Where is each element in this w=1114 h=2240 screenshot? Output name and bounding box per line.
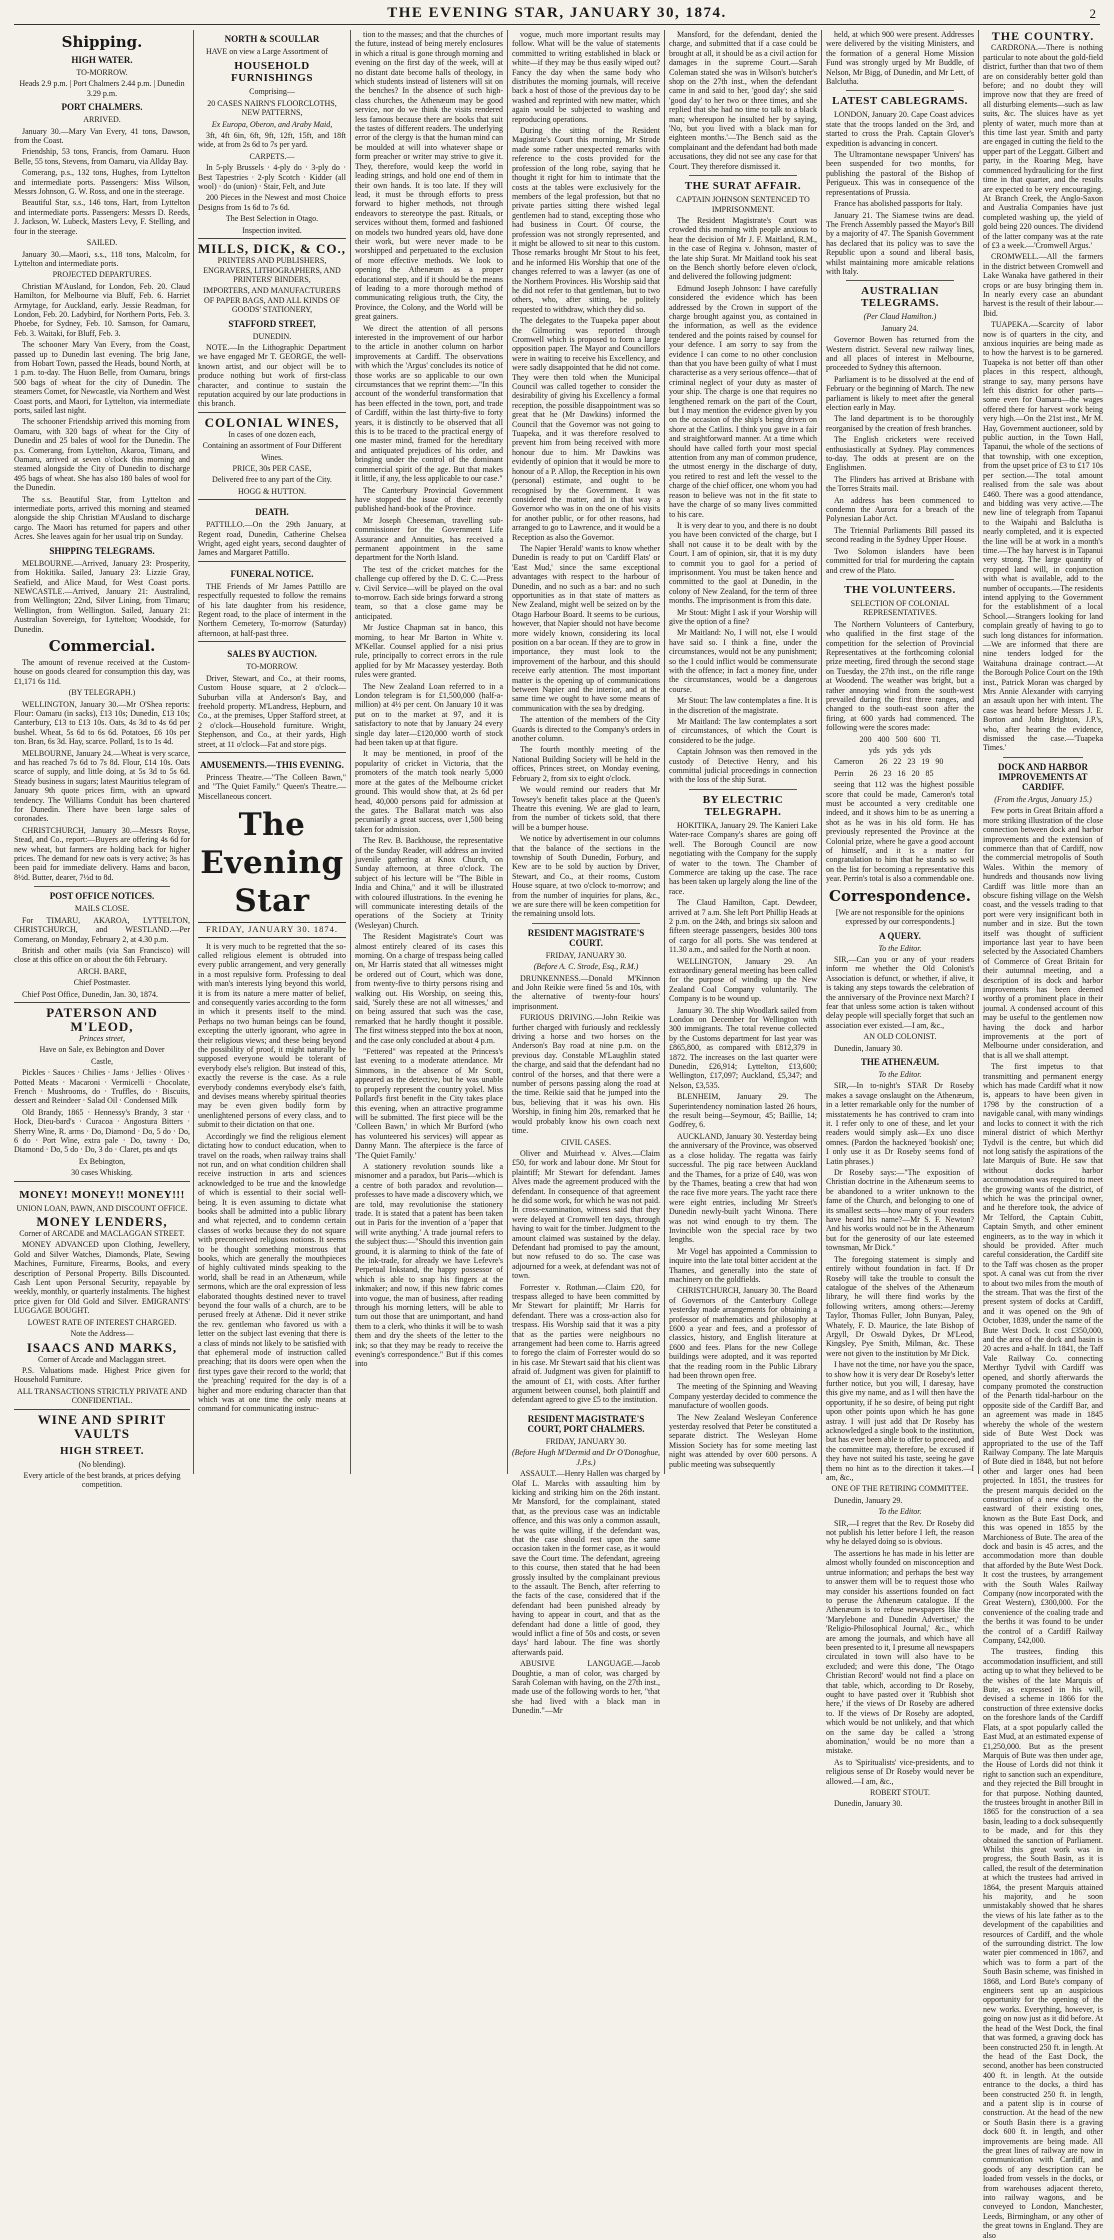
cable-item: The Ultramontane newspaper 'Univers' has been suspended for two months, for publishing the pastoral of the Bishop of Perigueux. This was in consequence of the representations of Prussia. [826,150,974,197]
editorial-paragraph: Accordingly we find the religious element dictating how to conduct education, when to travel on the roads, when railway trains shall not run, and on what condition children shall receive instruction in arts and sciences acknowledged to be true and the knowledge of which is essential to their social well-being. It is even assuming to dictate what books shall be admitted into a public library and what rejected, and to condemn certain classes of works because they do not square with preconceived religious notions. It seems to be thought something monstrous that books, which are generally the mouthpieces of highly cultivated minds speaking to the world, shall be read in an Athenæum, while sermons, which are the oral expression of less elaborated thoughts destined never to travel beyond the four walls of a church, are to be perused freely at Athenæ. Did it never strike the rev. gentleman who favored us with a letter on the subject last evening that there is a class of minds not likely to be satisfied with that ephemeral mode of instruction called preaching; that its doors were open when the first types gave their record to the world; that the 'preaching' required for the day is of a higher and more enduring character than that which was at one time the only means at command for communicating instruc- [198,1131,346,1414]
civil-cases-label: CIVIL CASES. [561,1137,611,1147]
advert-line: Wines. [260,452,284,462]
arrival-item: January 30.—Mary Van Every, 41 tons, Dawson, from the Coast. [14,126,190,146]
scores-row: Cameron 26 22 23 19 90 [834,757,944,767]
telegraph-heading: BY ELECTRIC TELEGRAPH. [702,793,784,818]
advert-line: Corner of Arcade and Maclaggan street. [38,1354,166,1364]
notice-sales [198,641,346,749]
notice-heading: DEATH. [255,507,289,518]
volunteers-heading: THE VOLUNTEERS. [844,583,956,596]
cablegrams-heading: LATEST CABLEGRAMS. [832,95,968,108]
commercial-item: The amount of revenue received at the Custom-house on goods cleared for consumption this day, was £1,171 6s 11d. [14,657,190,686]
shipping-news: The schooner Friendship arrived this morning from Oamaru, with 320 bags of wheat for the City of Dunedin and 25 bales of wool for the Dunedin. The p.s. Comerang, from Lyttelton, Akaroa, Timaru, and Oamaru, arrived at seven o'clock this morning and steamed alongside the City of Dunedin to discharge 495 bags of wheat. She has also 180 bales of wool for the Dunedin. [14,417,190,493]
column-rule [664,30,665,1474]
news-paragraph: The delegates to the Tuapeka paper about the Gilmoring was reported through Cromwell which is proposed to form a large opposition paper. The Mayor and Councillors were in waiting to receive his Excellency, and were sadly disappointed that he did not come. They were then told when the Municipal Council was called together to consider the desirability of giving his Excellency a formal reception, the possible disappointment was so great that he (Mr Dawkins) informed the Council that the Governor was not going to Tuapeka, and it was therefore resolved to prevent him from being received with more honour due to him. Mr Dawkins was evidently of opinion that it would be more to honour of a P. Allop, the Reception in his own (personal) estimate, and ought to be recognised by the Government. It was considered the matter, and in that way a Governor who was in on the one of his visits for another public, or for other reasons, had arranged to go to Lawrence, and it would be a Reception as also the Governor. [512,316,660,542]
divider [532,1409,640,1410]
postmaster-name: ARCH. BARE, [77,966,127,976]
column-country [983,29,1103,2240]
notice-body: PATTILLO.—On the 29th January, at Regent road, Dunedin, Catherine Chelsea Wright, aged eight years, second daughter of James and Margaret Pattillo. [198,520,346,558]
letter-body: Dr Roseby says:—"The exposition of Christian doctrine in the Athenæum seems to be abandoned to a writer unknown to the fame of the Church, and belonging to one of its smallest sects—how many of your readers have heard his name?—Mr S. F. Newton? And his works would not be in the Athenæum but for the generosity of our late esteemed townsman, Mr Dick." [826,1168,974,1253]
advert-union-loan [14,1181,190,1406]
page-number: 2 [1089,6,1096,21]
letter-salutation: To the Editor. [878,1069,922,1079]
court-before: (Before Hugh M'Dermid and Dr O'Donoghue, J.P.s.) [512,1448,660,1467]
correspondence-note: [We are not responsible for the opinions expressed by our correspondents.] [835,907,965,927]
projected-list: Christian M'Ausland, for London, Feb. 20. Claud Hamilton, for Melbourne via Bluff, Feb. 6. Harriet Armytage, for Auckland, early. Jessie Readman, for London, Feb. 20. Ladybird, for Northern Ports, Feb. 3. Phoebe, for Sydney, Feb. 10. Samson, for Oamaru, Feb. 3. Waitaki, for Bluff, Feb. 3. [14,281,190,338]
advert-line: Ex Bebington, [78,1156,126,1166]
arrival-item: Friendship, 53 tons, Francis, from Oamaru. Huon Belle, 55 tons, Stevens, from Oamaru, via Allday Bay. [14,147,190,166]
arrival-item: Comerang, p.s., 132 tons, Hughes, from Lyttelton and intermediate ports. Passengers: Miss Wilson, Messrs Johnson, G. W. Ross, and one in the steerage. [14,168,190,197]
advert-heading: MILLS, DICK, & CO., [198,241,346,257]
telegraph-item: Mr Vogel has appointed a Commission to inquire into the late total bitter accident at the Thames, and generally into the state of machinery on the goldfields. [669,1246,817,1284]
surat-paragraph: Mr Maitland: The law contemplates a sort of circumstances, of which the Court is considered to be the judge. [669,717,817,745]
news-paragraph: It may be mentioned, in proof of the popularity of cricket in Victoria, that the promoters of the match took nearly 5,000 more at the gates of the Melbourne cricket ground. This would show that, at 2s 6d per head, 40,000 persons paid for admission at the gates. The Ballarat match was also pecuniarily a great success, over 1,500 being taken for admission. [355,749,503,834]
letter-heading: THE ATHENÆUM. [860,1056,940,1067]
news-paragraph: "Fettered" was repeated at the Princess's last evening to a moderate attendance. Mr Simmons, in the absence of Mr Scott, appeared as the detective, but he was unable to properly represent the country yokel. Miss Pollard's first benefit in the City takes place this evening, when an attractive programme will be submitted. The first piece will be the 'Colleen Bawn,' in which Mr Burford (who has volunteered his services) will appear as Danny Mann. The afterpiece is the farce of 'The Quiet Family.' [355,1047,503,1160]
surat-paragraph: Mr Stout: The law contemplates a fine. It is in the discretion of the magistrate. [669,696,817,715]
notice-heading: FUNERAL NOTICE. [230,568,314,579]
advert-line: Corner of ARCADE and MACLAGGAN STREET. [19,1229,185,1239]
advert-line: PRINTERS AND PUBLISHERS, ENGRAVERS, LITHOGRAPHERS, AND PRINTERS' BINDERS, [203,256,341,284]
divider [846,579,954,580]
country-item: CROMWELL.—All the farmers in the district between Cromwell and Lake Wanaka have gathered in their crops or are busy bringing them in. In nearly every case an abundant harvest is the result of their labour.—Ibid. [983,252,1103,318]
letter-body: SIR,—In to-night's STAR Dr Roseby makes a savage onslaught on the Athenæum, in a letter remarkable only for the number of misstatements he has contrived to cram into it. I refer only to one of these, and let your readers would simply ask—Ex uno disce omnes. (Pardon the hackneyed 'bookish' one; I only use it as Dr Roseby seems fond of Latin phrases.) [826,1081,974,1166]
shipping-news: The schooner Mary Van Every, from the Coast, passed up to Dunedin last evening. The brig Jane, from Hobart Town, passed the Heads, bound North, at 1 p.m. to-day. The Huon Belle, from Oamaru, brings 500 bags of wheat for the city of Dunedin. The steamers Comet, for Newcastle, via Northern and West Coast ports, and Maori, for Lyttelton, via intermediate ports, sailed last night. [14,340,190,415]
news-paragraph: The Napier 'Herald' wants to know whether Dunedin is ready to put on 'Cardiff Flats' or 'East Mud,' since the same exceptional advantages with respect to the harbour of Dunedin, and no such as a bar: and no such opportunities as in that state of matters as New Zealand, might well be seized on by the Otago Harbour Board. It seems to be curious, however, that Napier should not have become more widely known, considering its local position on a bar ocean. If they are to grow in importance, they must look to the improvement of the harbour, and this should receive early attention. The most important matter is the opening up of communications between Napier and the interior, and at the same time we ought to have some means of communication with the sea by dredging. [512,543,660,713]
cable-item: January 21. The Siamese twins are dead. The French Assembly passed the Mayor's Bill by a majority of 47. The Spanish Government has declared that its policy was to save the Republic upon a sound and liberal basis, whilst maintaining more amicable relations with Italy. [826,210,974,276]
australian-item: Parliament is to be dissolved at the end of February or the beginning of March. The new parliament is likely to meet after the general election early in May. [826,374,974,412]
australian-item: Two Solomon islanders have been committed for trial for murdering the captain and crew of the Plato. [826,546,974,575]
news-paragraph: vogue, much more important results may follow. What will be the value of statements committed to writing established in black or white—if they may be thus easily wiped out? Fancy the day when the same body who distributes the morning journals, will receive back a host of those of the previous day to be washed and reprinted with new matter, which again would be subjected to washing and reproducing operations. [512,30,660,124]
advert-offer: Have on Sale, ex Bebington and Dover [39,1045,165,1055]
australian-source: (Per Claud Hamilton.) [863,312,937,322]
court-item: FURIOUS DRIVING.—John Reikie was further charged with furiously and recklessly driving a horse and two horses on the Anderson's Bay road at nine p.m. on the previous day. Constable M'Laughlin stated the charge, and said that the defendant had no control of the horses, and that there were a number of persons passing along the road at the time. Reikie said that he jumped into the bus, believing that it was his own. His Worship, in fining him 20s, remarked that he would probably know his own coach next time. [512,1013,660,1136]
dock-paragraph: Few ports in Great Britain afford a more striking illustration of the close connection between dock and harbor improvements and the extension of commerce than that of Cardiff, now the commercial metropolis of South Wales. Within the memory of hundreds and thousands now living Cardiff was little more than an obscure fishing village on the Welsh coast, and the vessels trading to that port were very insignificant both in number and in size. But the town itself was thought of sufficient importance last year to have been selected by the Associated Chambers of Commerce of Great Britain for their autumnal meeting, and a description of its dock and harbor improvements has been deemed worthy of a prominent place in their journal. A condensed account of this may be useful to the gentlemen now having the dock and harbor improvements at the port of Melbourne under consideration, and that is all we shall attempt. [983,806,1103,1060]
advert-line: Delivered free to any part of the City. [212,475,332,485]
letter-body: The foregoing statement is simply and entirely without foundation in fact. If Dr Roseby will take the trouble to consult the catalogue of the shelves of the Athenæum library, he will there find works by the following writers, among others:—Jeremy Taylor, Thomas Fuller, John Bunyan, Paley, Whately, F. D. Maurice, the late Bishop of Argyll, Dr Oswald Dykes, Dr M'Leod, Kingsley, Pye Smith, Milman, &c. These were not given to the institution by Mr Dick. [826,1254,974,1358]
telegraph-item: WELLINGTON, January 29. An extraordinary general meeting has been called for the purpose of winding up the New Zealand Coal Company voluntarily. The Company is to be wound up. [669,956,817,1004]
post-notice: British and other mails (via San Francisco) will close at this office on or about the 6th February. [14,945,190,965]
advert-sub: Princes street, [79,1033,125,1043]
divider [689,175,797,176]
australian-item: The English cricketers were received enthusiastically at Sydney. Play commences to-day. The odds at present are on the Englishmen. [826,435,974,473]
advert-heading: COLONIAL WINES, [204,414,340,430]
notice-body: Princess Theatre.—"The Colleen Bawn," and "The Quiet Family." Queen's Theatre.—Miscellaneous concert. [198,772,346,801]
advert-heading: PATERSON AND M'LEOD, [46,1004,158,1034]
advert-line: 30 cases Whisking. [71,1168,133,1178]
advert-heading: HIGH STREET. [59,1444,145,1457]
section-heading-shipping: Shipping. [61,33,143,51]
advert-list: Old Brandy, 1865 · Hennessy's Brandy, 3 star · Hock, Dieu-bard's · Curacoa · Angostura Bitters · Sherry Wine, R. arms · Do, Diamond · Do, 5 do · Do, 6 do · Port Wine, extra pale · Do, tawny · Do, Diamond · Do, 5 do · Do, 3 do · Claret, pts and qts [14,1107,190,1155]
advert-body: NOTE.—In the Lithographic Department we have engaged Mr T. GEORGE, the well-known artist, and our object will be to produce nothing but work of first-class character, and continue to sustain the reputation acquired by our late productions in this branch. [198,342,346,409]
advert-line: DUNEDIN. [252,331,292,341]
australian-date: January 24. [881,323,919,333]
advert-line: LOWEST RATE OF INTEREST CHARGED. [27,1317,177,1327]
court-item: Mansford, for the defendant, denied the charge, and submitted that if a case could be brought at all, it should be as a civil action for damages in the supreme Court.—Sarah Coleman stated she was in Wilson's butcher's shop on the 27th inst., when the defendant came in and said to her, 'good day'; she said 'good day' to her two or three times, and she replied that she had no time to talk to a black man; whereupon he insulted her by saying, 'No, but you lived with a black man for eighteen months.'—The Bench said as the complainant and the defendant had both made accusations, they did not see any case for that Court. They therefore dismissed it. [669,30,817,171]
telegraph-item: AUCKLAND, January 30. Yesterday being the anniversary of the Province, was observed as a close holiday. The regatta was fairly successful. The pig race between Auckland and the Thames, for a prize of £40, was won by the Thames, beating a crew that had won the race five more years. The yacht race there were eight entries, including Mr Street's Dunedin newly-built yacht Winona. There was not wind enough to try them. The Invincible won the special race by two lengths. [669,1131,817,1245]
notice-amusements [198,752,346,801]
surat-paragraph: Mr Maitland: No, I will not, else I would have said so. I think a fine, under the circumstances, would not be any punishment; so the I could inflict would be commensurate with the offence; in fact a money fine, under the circumstances, would be a dangerous course. [669,628,817,694]
news-paragraph: The Canterbury Provincial Government have stopped the issue of their recently published hand-book of the Province. [355,485,503,514]
news-paragraph: During the sitting of the Resident Magistrate's Court this morning, Mr Strode made some rather unexpected remarks with reference to the costs provided for the profession of the long robe, saying that he thought it right for him to intimate that the costs at the tables were exclusively for the members of the legal profession, but that no private parties sitting there wished legal gentlemen had to stand, excepting those who had business in Court. Of course, the profession was not strongly represented, and it might be allowed to sit near to this custom. Those remarks brought Mr Stout to his feet, and he informed His Worship that one of the changes referred to was a lawyer (as one of the Northern Provinces. His Worship said that he did not refer to that gentleman, but to two others, who, after sitting, be politely requested to withdraw, which they did so. [512,126,660,314]
telegraph-item: CHRISTCHURCH, January 30. The Board of Governors of the Canterbury College yesterday made arrangements for obtaining a professor of mathematics and philosophy at £600 a year and fees, and a professor of classics, history, and English literature at £600 and fees. Plans for the new College buildings were adopted, and it was reported that the reading room in the Public Library had been thrown open free. [669,1286,817,1381]
letter-salutation: To the Editor. [878,1507,922,1517]
country-item: CARDRONA.—There is nothing particular to note about the gold-field district, further than that two of them are on considerably better gold than before; and no doubt they will improve now that they are freed of all disturbing elements—such as law suits, &c. The sluices have as yet plenty of water, much more than at this time last year. Smith and party are engaged in cutting the field to the upper part of the Leggatt. Gilbert and party, in the Roaring Meg, have commenced hydraulicing for the first time in that quarter, and the results are expected to be very encouraging. At Branch Creek, the Anglo-Saxon and Australia Companies have just completed washing up, the yield of gold being 220 ounces. The dividend of the latter company was at the rate of £3 a week.—'Cromwell Argus.' [983,43,1103,250]
advert-line: In cases of one dozen each, [228,429,316,439]
australian-item: The Flinders has arrived at Brisbane with the Torres Straits mail. [826,474,974,494]
surat-paragraph: Edmund Joseph Johnson: I have carefully considered the evidence which has been addressed by the Crown in support of the charge brought against you, as contained in the information, as well as the evidence tendered and the points raised by counsel for your defence. I am sorry to say from the evidence I can come to no other conclusion than that you have been guilty of what I must characterise as a very serious offence—that of criminal neglect of your duty as master of your ship. The charge is one that requires no lengthened remark on the part of the Court, but I may mention the evidence given by you on the occasion of the ship's being driven on shore at the Catlins. I think you gave in a fair and straightforward manner. At a time which should have called forth your most special attention from any man of common prudence, the utmost energy in the discharge of duty, you retired to rest and left the vessel to the charge of the chief officer, one whom you had reason to believe was not in the fit state to have the charge of so many lives committed to his care. [669,283,817,519]
advert-line: Every article of the best brands, at prices defying competition. [23,1470,181,1490]
shipping-telegrams-heading: SHIPPING TELEGRAMS. [49,545,155,556]
australian-heading: AUSTRALIAN TELEGRAMS. [860,285,940,310]
telegraph-item: January 30. The ship Woodlark sailed from London on December for Wellington with 300 immigrants. The total revenue collected by the Customs department for last year was £865,800, as compared with £812,379 in 1872. The increases on the last quarter were Dunedin, £26,914; Lyttelton, £13,600; Wellington, £17,097; Auckland, £5,347; and Nelson, £3,535. [669,1005,817,1090]
telegraph-item: The Claud Hamilton, Capt. Dewdeer, arrived at 7 a.m. She left Port Phillip Heads at 2 p.m. on the 24th, and brings six saloon and fifteen steerage passengers, besides 300 tons of cargo for all ports. She was tendered at 11.30 a.m., and sailed for the North at noon. [669,898,817,955]
court-heading: RESIDENT MAGISTRATE'S COURT. [527,927,645,948]
letter-body: SIR,—I regret that the Rev. Dr Roseby did not publish his letter before I left, the reason why he delayed doing so is obvious. [826,1518,974,1547]
advert-line: ALL TRANSACTIONS STRICTLY PRIVATE AND CONFIDENTIAL. [17,1386,187,1406]
notice-death [198,499,346,558]
cable-item: France has abolished passports for Italy. [834,199,963,209]
surat-paragraph: Captain Johnson was then removed in the custody of Detective Henry, and his committal judicial proceedings in connection with the loss of the ship Surat. [669,747,817,785]
dock-paragraph: The trustees, finding this accommodation insufficient, and still acting up to what they believed to be the wishes of the late Marquis of Bute, as expressed in his will, devised a scheme in 1866 for the construction of three extensive docks on the foreshore lands of the Cardiff Flats, at a spot popularly called the East Mud, at an estimated expense of £1,250,000. But as the present Marquis of Bute was then under age, the House of Lords did not think it right to sanction such an expenditure, and they rejected the Bill brought in for that purpose. Nothing daunted, the trustees brought in another Bill in 1865 for the construction of a sea basin, leading to a dock subsequently to be made, and for this they obtained the sanction of Parliament. Whilst this great work was in progress, the South Basin, as it is called, the result of the determination at which the trustees had arrived in 1864, the present Marquis attained his majority, and he soon unmistakably showed that he shares the views of his late father as to the development of the capabilities and resources of Cardiff, and the whole of the surrounding district. The low water pier commenced in 1867, and which was to form a part of the South Basin scheme, was finished in 1868, and Lord Bute's company of engineers sent up an auspicious opportunity for the opening of the new works. Everything, however, is going on now just as it did before. At the head of the West Dock, the final that was formed, a graving dock has been constructed 250 ft. in length. At the head of the East Dock, the second, another has been constructed 400 ft. in length. At the outside entrance to the docks, a third has been constructed 250 ft. in length, and a patent slip is in course of construction. At the head of the new or South Basin there is a graving dock 600 ft. in length, and other improvements are being made. All the great lines of railway are now in communication with Cardiff, and goods of any description can be loaded from vessels in the docks, or from warehouses adjacent thereto, into railway wagons, and be conveyed to London, Manchester, Leeds, Birmingham, or any other of the great towns in England. They are also [983,1647,1103,2240]
volunteers-subheading: SELECTION OF COLONIAL REPRESENTATIVES. [850,598,950,618]
shipping-news: The s.s. Beautiful Star, from Lyttelton and intermediate ports, arrived this morning and steamed alongside the ship Christian M'Ausland to discharge cargo. The Maori has returned for papers and other Acres. She leaves again for her usual trip on Sunday. [14,494,190,542]
telegraph-item: The New Zealand Wesleyan Conference yesterday resolved that Peter be constituted a separate district. The Wesleyan Home Mission Society has for some meeting last night was attended by over 600 persons. A public meeting was subsequently [669,1412,817,1469]
column-shipping [14,30,190,1490]
advert-signature: HOGG & HUTTON. [237,486,307,496]
divider [34,886,170,887]
advert-wine-vaults [14,1409,190,1490]
news-paragraph: Mr Joseph Cheeseman, travelling sub-commissioner for the Government Life Assurance and Annuities, has received a permanent appointment in the same department for the North Island. [355,515,503,563]
advert-line: (No blending). [78,1459,126,1469]
advert-line: 3ft, 4ft 6in, 6ft, 9ft, 12ft, 15ft, and 18ft wide, at from 2s 6d to 7s per yard. [198,131,346,150]
news-paragraph: We direct the attention of all persons interested in the improvement of our harbor to the article in another column on harbor improvements at Cardiff. The observations with which the 'Argus' concludes its notice of those works are so applicable to our own circumstances that we reprint them:—"In this account of the wonderful transformation that has been effected in the town, port, and trade of Cardiff, within the last thirty-five to forty years, it is distinctly to be observed that all this is to be traced to the practical energy of one master mind, framed for the hereditary and antiquated prejudices of his order, and bringing under the control of the dominant commercial spirit of the age. But that makes it little, if any, the less applicable to our case." [355,323,503,484]
letter-body: SIR,—Can you or any of your readers inform me whether the Old Colonist's Association is defunct, or whether, if alive, it is taking any steps towards the celebration of the anniversary of the Province next March? I fear that unless some action is taken without delay people will specially forget that such an association ever existed.—I am, &c., [826,954,974,1030]
advert-heading: HOUSEHOLD FURNISHINGS [231,60,313,85]
advert-heading: WINE AND SPIRIT VAULTS [37,1411,167,1441]
sailed-label: SAILED. [86,238,118,248]
court-item: DRUNKENNESS.—Donald M'Kinnon and John Reikie were fined 5s and 10s, with the alternative of twenty-four hours' imprisonment. [512,973,660,1011]
mails-close: MAILS CLOSE. [74,904,130,914]
volunteers-paragraph: The Northern Volunteers of Canterbury, who qualified in the first stage of the competition for the selection of Provincial Representatives at the forthcoming colonial prize meeting, fired through the second stage on Tuesday, the 27th inst., on the rifle range at Woodend. The weather was bright, but a rather annoying wind from the south-west prevailed during the first three ranges, and changed to the south-east soon after the firing, at 600 yards had commenced. The following were the scores made: [826,619,974,733]
court-before: (Before A. C. Strode, Esq., R.M.) [533,962,639,972]
masthead [14,2,1100,25]
cable-item: LONDON, January 20. Cape Coast advices state that the troops landed on the 3rd, and started to cross the Prah. Captain Glover's expedition is advancing in concert. [826,110,974,148]
post-office-heading: POST OFFICE NOTICES. [49,891,155,902]
advert-heading: MONEY! MONEY!! MONEY!!! [19,1188,185,1201]
news-paragraph: The fourth monthly meeting of the National Building Society will be held in the offices, Princes street, on Monday evening, February 2, from six to eight o'clock. [512,745,660,783]
letter-heading: A QUERY. [879,930,921,941]
divider [689,789,797,790]
advert-line: Comprising— [249,87,295,97]
advert-body: MONEY ADVANCED upon Clothing, Jewellery, Gold and Silver Watches, Diamonds, Plate, Sewing Machines, Furniture, Firearms, Books, and every description of Personal Property. Bills Discounted. Cash Lent upon Personal Security, repayable by weekly, monthly, or quarterly instalments. The highest price given for Old Gold and Silver. EMIGRANTS' LUGGAGE BOUGHT. [14,1240,190,1316]
news-paragraph: We notice by advertisement in our columns that the balance of the sections in the township of South Dunedin, Forbury, and Kew are to be sold by auction by Driver, Stewart, and Co., at their rooms, Custom House square, at two o'clock to-morrow; and from the number of inquiries for plans, &c., we are sure there will be keen competition for the remaining unsold lots. [512,834,660,919]
advert-line: The Best Selection in Otago. [225,214,319,224]
advert-line: Inspection invited. [242,225,302,235]
advert-paterson [14,1002,190,1178]
correspondence-heading: Correspondence. [829,886,971,905]
news-paragraph: We would remind our readers that Mr Towsey's benefit takes place at the Queen's Theatre this evening. We are glad to learn, from the number of tickets sold, that there will be a bumper house. [512,785,660,832]
notice-body: Driver, Stewart, and Co., at their rooms, Custom House square, at 2 o'clock—Suburban villa at Anderson's Bay, and freehold property. M'Landress, Hepburn, and Co., at the premises, Upper Stafford street, at 2 o'clock—Household furniture. Wright, Stephenson, and Co., at their yards, High street, at 11 o'clock—Fat and store pigs. [198,673,346,749]
letter-signature: AN OLD COLONIST. [863,1032,937,1042]
arrived-label: ARRIVED. [83,115,121,125]
commercial-item: MELBOURNE, January 24.—Wheat is very scarce, and has reached 7s 6d to 7s 8d. Flour, £14 10s. Oats scarce of supply, and little doing, at 5s 3d to 5s 6d. Steady business in sugars; latest Mauritius telegram of January 9th quote prices firm, with an upward tendency. The Williams Conduit has been chartered for Dunedin. There have been large sales of coronades. [14,748,190,824]
column-advertisements [198,30,346,1474]
advert-line: CARPETS.— [249,151,295,161]
telegraph-item: held, at which 900 were present. Addresses were delivered by the visiting Ministers, and the formation of a general Home Mission Fund was strongly urged by Mr Buddle, of Nelson, Mr Bigg, of Dunedin, and Mr Lett, of Balclutha. [826,30,974,87]
column-rule [507,30,508,1474]
notice-sub: TO-MORROW. [246,662,298,672]
advert-list: In 5-ply Brussels · 4-ply do · 3-ply do · Best Tapestries · 2-ply Scotch · Kidder (all wool) · do (union) · Stair, Felt, and Jute [198,163,346,192]
letter-body: I have not the time, nor have you the space, to show how it is very dear Dr Roseby's letter further notice, but you will, I daresay, have this give my name, and as I will then have the opportunity, if he so desire, of being put right upon other points upon which he has gone astray. I will just add that Dr Roseby has acknowledged a single book to the institution, but has ever been able to offer to proceed, and the committee may, therefore, be excused if they have not suited his taste, seeing he gave them no hint as to the direction it takes.—I am, &c., [826,1360,974,1483]
projected-label: PROJECTED DEPARTURES. [52,270,152,280]
court-item: ASSAULT.—Henry Hallen was charged by Olaf L. Marcks with assaulting him by kicking and striking him on the 26th instant. Mr Mansford, for the complainant, stated that, as the previous case was an indictable offence, and this was only a common assault, he was quite willing, if the defendant was, that the case should rest upon the same occasion taken in the former case, as it would save the Court time. The defendant, agreeing to this course, then stated that he had been grossly insulted by the complainant previous to the assault. The Bench, after referring to the facts of the case, considered that if the defendant had been punished already by having to appear in court, and that as the defendant had done a little of good, they would inflict a fine of 50s and costs, or seven days' hard labour. The fine was shortly afterwards paid. [512,1469,660,1657]
commercial-item: CHRISTCHURCH, January 30.—Messrs Royse, Stead, and Co., report:—Buyers are offering 4s 6d for new wheat, but farmers are holding back for higher prices. The demand for new oats is very active; 3s has been paid for immediate delivery. Hams and bacon, 8½d. Butter, dearer, 7½d to 8d. [14,825,190,882]
notice-heading: AMUSEMENTS.—THIS EVENING. [200,759,344,770]
newspaper-logo: The Evening Star [200,807,344,920]
advert-mills-dick [198,238,346,409]
high-water-title: HIGH WATER. [71,55,133,65]
advert-line: HAVE on view a Large Assortment of [206,47,328,56]
divider [846,280,954,281]
post-office-date: Chief Post Office, Dunedin, Jan. 30, 1874. [22,989,159,999]
advert-offer: Castle, [91,1056,113,1066]
news-paragraph: The Rev. B. Backhouse, the representative of the Sunday Reader, will address an invited juvenile gathering at Knox Church, on Sunday afternoon, at three o'clock. The subject of his lecture will be "The Bible in India and China," and it will be illustrated with coloured illustrations. In the evening he will communicate interesting details of the operations of the Society at Trinity (Wesleyan) Church. [355,836,503,930]
news-paragraph: Mr Justice Chapman sat in banco, this morning, to hear Mr Barton in White v. M'Kellar. Counsel applied for a nisi prius rule, principally to correct errors in the rule applied for by Mr Macassey yesterday. Both rules were granted. [355,623,503,680]
column-rule [193,30,194,1474]
telegraph-item: The meeting of the Spinning and Weaving Company yesterday decided to commence the manufacture of woollen goods. [669,1382,817,1411]
high-water-times: Heads 2.9 p.m. | Port Chalmers 2.44 p.m. | Dunedin 3.29 p.m. [19,79,185,98]
country-item: TUAPEKA.—Scarcity of labor now is of quarters in the city, and anxious inquiries are being made as to how the harvest is to be garnered. Tuapeka is not better off than other places in this respect, although, strange to say, many persons have left this district for other parts—some even for Oamaru—the wages offered there for harvest work being very high.—On the 21st inst., Mr M. Hay, Government auctioneer, sold by public auction, in the Town Hall, Tapanui, the whole of the sections of that township, with one exception, from the upset price of £3 to £17 10s per section.—The total amount realised from the sale was about £460. There was a good attendance, and bidding was very active.—The new line of telegraph from Tapanui to the Waipahi and Balclutha is nearly completed, and it is expected the line will be at work in a month's time.—The hay harvest is in Tapanui very strong. The large quantity of cropped land will, in conjunction with what is available, add to the number of occupants.—The residents intend applying to the Government for the establishment of a local School.—Strangers looking for land complain greatly of having to go to such long distances for information.—We are informed that there are nine tenders lodged for the Waitahuna drainage contract.—At the Borough Police Court on the 19th inst., Patrick Moran was charged by Mrs Annie Alexander with carrying an assault upon her with intent. The case was heard before Messrs J. E. Borton and John Brighton, J.P.'s, who, after hearing the evidence, dismissed the case.—'Tuapeka Times.' [983,320,1103,753]
dock-paragraph: The first impetus to that transmitting and permanent energy which has made Cardiff what it now is, appears to have been given in 1798 by the construction of a navigable canal, with many windings and locks to connect it with the rich mineral district of which Merthyr Tydvil is the centre, but which did not long satisfy the aspirations of the late Marquis of Bute. He saw that without docks harbor accommodation was required to meet the growing wants of the district, of which he was the principal owner, and he therefore took, the advice of Mr Telford, the Captain Cubitt, Captain Smyth, and other eminent engineers, as to the way in which it should be provided. After much careful consideration, the Cardiff site to the Taff was chosen as the proper spot. A canal was cut from the river to about two miles from the mouth of the stream. That was the first of the present system of docks at Cardiff, and it was opened on the 9th of October, 1839, under the name of the Bute West Dock. It cost £350,000, and the area of the dock and basin is 20 acres and a-half. In 1841, the Taff Vale Railway Co. connecting Merthyr Tydvil with Cardiff was opened, and shortly afterwards the company promoted the construction of the Penarth tidal-harbour on the opposite side of the Cardiff Bar, and an agreement was made in 1845 whereby the whole of the western side of Bute West Dock was appropriated to the use of the Taff Railway Company. The late Marquis of Bute died in 1848, but not before other and larger ones had been projected. In 1851, the trustees for the present marquis decided on the construction of a new dock to the eastward of their existing ones, known as the Bute East Dock, and this was opened in 1855 by the Marchioness of Bute. The area of the dock and basin is 45 acres, and the accommodation more than double that afforded by the Bute West Dock. It cost the trustees, by arrangement with the South Wales Railway Company (now incorporated with the Great Western), £300,000. For the convenience of the coaling trade and the berths it was found to be under the control of a Cardiff Railway Company, £42,000. [983,1062,1103,1646]
sailed-item: January 30.—Maori, s.s., 118 tons, Malcolm, for Lyttelton and intermediate ports. [14,249,190,268]
advert-line: P.S. Valuations made. Highest Price given for Household Furniture. [14,1365,190,1385]
column-rule [821,30,822,1474]
news-paragraph: The test of the cricket matches for the challenge cup offered by the D. C. C.—Press v. Civil Service—will be played on the oval to-morrow. Each side brings forward a strong team, so that a close game may be anticipated. [355,564,503,621]
column-rule [350,30,351,1474]
surat-paragraph: The Resident Magistrate's Court was crowded this morning with people anxious to hear the decision of Mr J. F. Maitland, R.M., in the case of Regina v. Johnson, master of the late ship Surat. Mr Maitland took his seat on the Bench shortly before eleven o'clock, and delivered the following judgment: [669,215,817,282]
advert-heading: STAFFORD STREET, [228,318,316,329]
court-heading: RESIDENT MAGISTRATE'S COURT, PORT CHALMERS. [527,1413,645,1434]
court-item: ABUSIVE LANGUAGE.—Jacob Doughtie, a man of color, was charged by Sarah Coleman with having, on the 27th inst., made use of the following words to her, "that she had lived with a black man in Dunedin."—Mr [512,1659,660,1716]
commercial-item: WELLINGTON, January 30.—Mr O'Shea reports: Flour: Oamaru (in sacks), £13 10s; Dunedin, £13 10s; Canterbury, £13 to £13 10s. Oats, 4s 3d to 4s 6d per bushel. Wheat, 5s 6d to 6s 6d. Potatoes, £6 10s per ton. Bran, 6s 3d. Hay, scarce. Pollard, 1s to 1s 4d. [14,699,190,747]
news-paragraph: The attention of the members of the City Guards is directed to the Company's orders in another column. [512,715,660,744]
section-heading-commercial: Commercial. [48,636,156,655]
advert-line: Ex Europa, Oberon, and Araby Maid, [211,119,333,129]
court-date: FRIDAY, JANUARY 30. [545,950,627,960]
news-paragraph: The Resident Magistrate's Court was almost entirely cleared of its cases this morning. On a charge of trespass being called on, Mr Harris stated that all witnesses might be ordered out of Court, which was done, from twenty-five to thirty persons rising and walking out. His Worship, on seeing this, said, 'Surely these are not all witnesses,' and on being assured that such was the case, remarked that he hardly thought it possible. The first witness stepped into the box at noon, and the case only concluded at about 4 p.m. [355,932,503,1045]
divider [1003,757,1083,758]
court-date: FRIDAY, JANUARY 30. [545,1436,627,1446]
news-paragraph: The New Zealand Loan referred to in a London telegram is for £1,500,000 (half-a-million) at 4½ per cent. On January 10 it was put on to the market at 97, and it is satisfactory to note that by January 24 every single day later—£120,000 worth of stock had been taken up at that figure. [355,681,503,748]
column-editorial [355,30,503,1474]
telegraph-item: HOKITIKA, January 29. The Kanieri Lake Water-race Company's shares are going off well. The Borough Council are now negotiating with the Company for the supply of water to the town. The Chamber of Commerce are taking up the case. The race has been taken up largely along the line of the race. [669,820,817,896]
australian-item: An address has been commenced to condemn the Aurora for a breach of the Polynesian Labor Act. [826,495,974,524]
notice-heading: SALES BY AUCTION. [227,649,317,660]
column-rule [978,30,979,1474]
port-heading: PORT CHALMERS. [61,102,143,113]
court-item: Forrester v. Rothman.—Claim £20, for trespass alleged to have been committed by Mr Stewart for plaintiff; Mr Harris for defendant. There was a cross-action also for trespass. His Worship said that it was a pity that as the parties were neighbours no arrangement had been come to. Harris agreed to forego the claim of Forrester would do so in his case. Mr Stewart said that his client was afraid of. Judgment was given for plaintiff to the amount of £1, with costs. After further argument between counsel, both plaintiff and defendant agreed to give £5 to the institution. [512,1282,660,1405]
divider [532,923,640,924]
australian-item: The Triennial Parliaments Bill passed its second reading in the Sydney Upper House. [826,525,974,545]
court-item: Oliver and Muirhead v. Alves.—Claim £50, for work and labour done. Mr Stout for plaintiff; Mr Stewart for defendant. James Alves made the agreement produced with the defendant. In consequence of that agreement he did some work, for which he was not paid. In cross-examination, witness said that they were delayed at Cromwell ten days, through having to wait for the timber. Judgment to the amount claimed was sustained by the delay. Defendant had promised to pay the amount, but now refused to do so. The case was adjourned for a week, at defendant was not of town. [512,1148,660,1281]
letter-signature: ROBERT STOUT. [870,1788,930,1798]
advert-colonial-wines [198,412,346,496]
advert-list: Pickles · Sauces · Chilies · Jams · Jellies · Olives · Potted Meats · Macaroni · Vermicelli · Chocolate, French · Mushrooms, do · Truffles, do · Biscuits, dessert and Reindeer · Salad Oil · Condensed Milk [14,1068,190,1106]
shipping-telegrams: MELBOURNE.—Arrived, January 23: Prosperity, from Hokitika. Sailed, January 23: Lizzie Gray, Seafield, and Alice Maud, for West Coast ports. NEWCASTLE.—Arrived, January 21: Australind, from Wellington; 22nd, Silver Lining, from Timaru; Wellington, from Wellington. Sailed, January 21: Australian Sovereign, for Lyttelton; Woodside, for Dunedin. [14,558,190,634]
column-surat [669,30,817,1474]
letter-salutation: To the Editor. [878,943,922,953]
country-heading: THE COUNTRY. [991,29,1095,43]
scores-units: yds yds yds yds [868,746,932,755]
editorial-paragraph: tion to the masses; and that the churches of the future, instead of being merely enclosures in which a ritual is gone through morning and evening on the first day of the week, will at no distant date become halls of theology, in which students instead of listeners will sit on the benches? In the absence of such high-class churches, the Athenæum may be good service, nor do we think the visits rendered less famous because there are books that suit the tastes of different readers. The underlying error of the clergy is that the human mind can be moulded at will into whatever shape or form preacher or writer may strive to give it. They, therefore, would keep the world in leading strings, and hold one end of them in their own hands. It is too late. If they will lead, it must be through efforts to press forward to higher methods, not through endeavors to stereotype the past. Rituals, or services without them, formed and fashioned on models two hundred years old, have done their work, but were never made to be worshipped and perpetuated to the exclusion of more effective methods. We look to opening the Athenæum as a proper educational step, and if it should be the means of leading to a more thorough method of communicating religious truth, the City, the Province, the Colony, and the World will be great gainers. [355,30,503,322]
volunteers-paragraph: seeing that 112 was the highest possible score that could be made, Cameron's total must be accounted a very creditable one indeed, and it shows him to be as unerring a shot as he was in his old form. He has previously represented the Province at the Colonial prize, where he gave a good account of himself, and it is a matter for congratulation to him that he stands so well on the list for becoming a representative this year. Perrin's total is also a commendable one. [826,780,974,884]
postmaster-title: Chief Postmaster. [73,978,131,988]
letter-date: Dunedin, January 30. [834,1799,903,1809]
advert-heading: NORTH & SCOULLAR [224,34,320,44]
advert-line: Note the Address— [70,1329,134,1339]
telegraph-item: BLENHEIM, January 29. The Superintendency nomination lasted 26 hours, the result being—Seymour, 45; Baillie, 14; Godfrey, 6. [669,1092,817,1130]
notice-body: THE Friends of Mr James Pattillo are respectfully requested to follow the remains of his late daughter from his residence, Regent road, to the place of interment in the Northern Cemetery, To-morrow (Saturday) afternoon, at half-past three. [198,581,346,638]
surat-subheading: CAPTAIN JOHNSON SENTENCED TO IMPRISONMENT. [676,195,810,214]
post-notice: For TIMARU, AKAROA, LYTTELTON, CHRISTCHURCH, and WESTLAND.—Per Comerang, on Monday, February 2, at 4.30 p.m. [14,915,190,944]
advert-line: IMPORTERS, AND MANUFACTURERS OF PAPER BAGS, AND ALL KINDS OF GOODS' STATIONERY, [203,286,341,315]
advert-line: 200 Pieces in the Newest and most Choice Designs from 1s 6d to 7s 6d. [198,193,346,212]
australian-item: The land department is to be thoroughly reorganised by the creation of fresh branches. [826,414,974,433]
page-title: THE EVENING STAR, JANUARY 30, 1874. [387,5,727,21]
advert-line: PRICE, 30s PER CASE, [232,464,312,473]
surat-heading: THE SURAT AFFAIR. [684,180,802,193]
scores-header: 200 400 500 600 Tl. [859,734,941,744]
letter-date: Dunedin, January 29. [834,1495,903,1505]
editorial-paragraph: It is very much to be regretted that the so-called religious element is obtruded into every public arrangement, and very generally in a most repulsive form. Professing to deal with man's interests lying beyond this world, it is from its nature a mere matter of belief, and consequently varies according to the form in which it presents itself to the mind. Perhaps no two human beings can be found, excepting the utterly ignorant, who agree in their religious views; and these being beyond the possibility of proof, it might naturally be supposed everyone would be tolerant of everybody else's religion. But instead of this, exactly the reverse is the case. As a rule everybody condemns everybody else's faith, and devises means whereby spiritual theories may be even given bodily form by unenlightened persons of every class, and to submit to their dictation on that one. [198,941,346,1130]
column-cables [826,30,974,1809]
editorial-dateline: FRIDAY, JANUARY 30. 1874. [198,922,346,937]
advert-heading: ISAACS AND MARKS, [26,1339,178,1355]
by-telegraph: (BY TELEGRAPH.) [68,688,136,698]
notice-funeral [198,561,346,638]
surat-paragraph: It is very dear to you, and there is no doubt you have been convicted of the charge, but I shall not cause it to be dealt with by the Court. I am of opinion, sir, that it is my duty to commit you to gaol for a period of imprisonment. You must be taken hence and committed to the gaol at Dunedin, in the colony of New Zealand, for the term of three months. The imprisonment is from this date. [669,520,817,606]
surat-paragraph: Mr Stout: Might I ask if your Worship will give the option of a fine? [669,607,817,626]
high-water-line: TO-MORROW. [76,68,128,77]
letter-signature: ONE OF THE RETIRING COMMITTEE. [831,1484,969,1494]
advert-line: 20 CASES NAIRN'S FLOORCLOTHS, NEW PATTERNS, [207,98,337,118]
australian-item: Governor Bowen has returned from the Western district. Several new railway lines, and all places of interest in Melbourne, proceeded to Sydney this afternoon. [826,335,974,373]
column-news [512,30,660,1716]
letter-body: The assertions he has made in his letter are almost wholly founded on misconception and untrue information; and perhaps the best way to answer them will be to request those who may consider his assertions founded on fact to peruse the Athenæum catalogue. If the Athenæum is to refuse newspapers like the 'Marylebone and Dunedin Advertiser,' the 'Religio-Philosophical Journal,' &c., which are among the journals, and which have all been presented to it, I presume all newspapers circulated in town will also have to be excluded; and were this done, 'The Otago Christian Record' would not find a place on that table, which, according to Dr Roseby, ought to have pasted over it 'Rubbish shot here,' if the views of Dr Roseby are adhered to. If the views of Dr Roseby are adopted, which would be not unlikely, and that which on the same day be called a 'strong abomination,' would be no more than a mistake. [826,1548,974,1756]
letter-date: Dunedin, January 30. [834,1043,903,1053]
scores-row: Perrin 26 23 16 20 85 [834,768,934,778]
news-paragraph: A stationery revolution sounds like a misnomer and a paradox, but Paris—which is a centre of both paradox and revolution—professes to have made a discovery which, we are told, may revolutionise the stationery trade. It is stated that a patent has been taken out in Paris for the invention of a 'paper that will write anything.' A trade journal refers to the subject thus:—"Should this invention gain ground, it is alarming to think of the fate of the ink-trade, for already we have Lefevre's Perpetual Inkstand, the happy possessor of which is able to snap his fingers at the inkmaker; and now, if this new fabric comes into vogue, the man of business, after reading through his morning letters, will be able to turn out those that are unimportant, and hand them to a clerk, who thinks it will be to wash them and dry the sheets of the letter to the ink; so that they may be ready to receive the evening's correspondence." But if this comes into [355,1161,503,1369]
advert-line: Containing an assortment of Four Different [202,441,342,451]
advert-heading: MONEY LENDERS, [36,1214,168,1230]
dock-source: (From the Argus, January 15.) [994,794,1092,804]
advert-line: UNION LOAN, PAWN, AND DISCOUNT OFFICE. [16,1203,188,1213]
dock-heading: DOCK AND HARBOR IMPROVEMENTS AT CARDIFF. [997,761,1088,792]
divider [846,90,954,91]
letter-body: As to 'Spiritualists' vice-presidents, and to religious sense of Dr Roseby would never be allowed.—I am, &c., [826,1757,974,1786]
arrival-item: Beautiful Star, s.s., 146 tons, Hart, from Lyttelton and intermediate ports. Passengers: Messrs D. Reeds, J. Jackson, W. Lubeck, Masters Levy, F. Stelling, and four in the steerage. [14,198,190,236]
